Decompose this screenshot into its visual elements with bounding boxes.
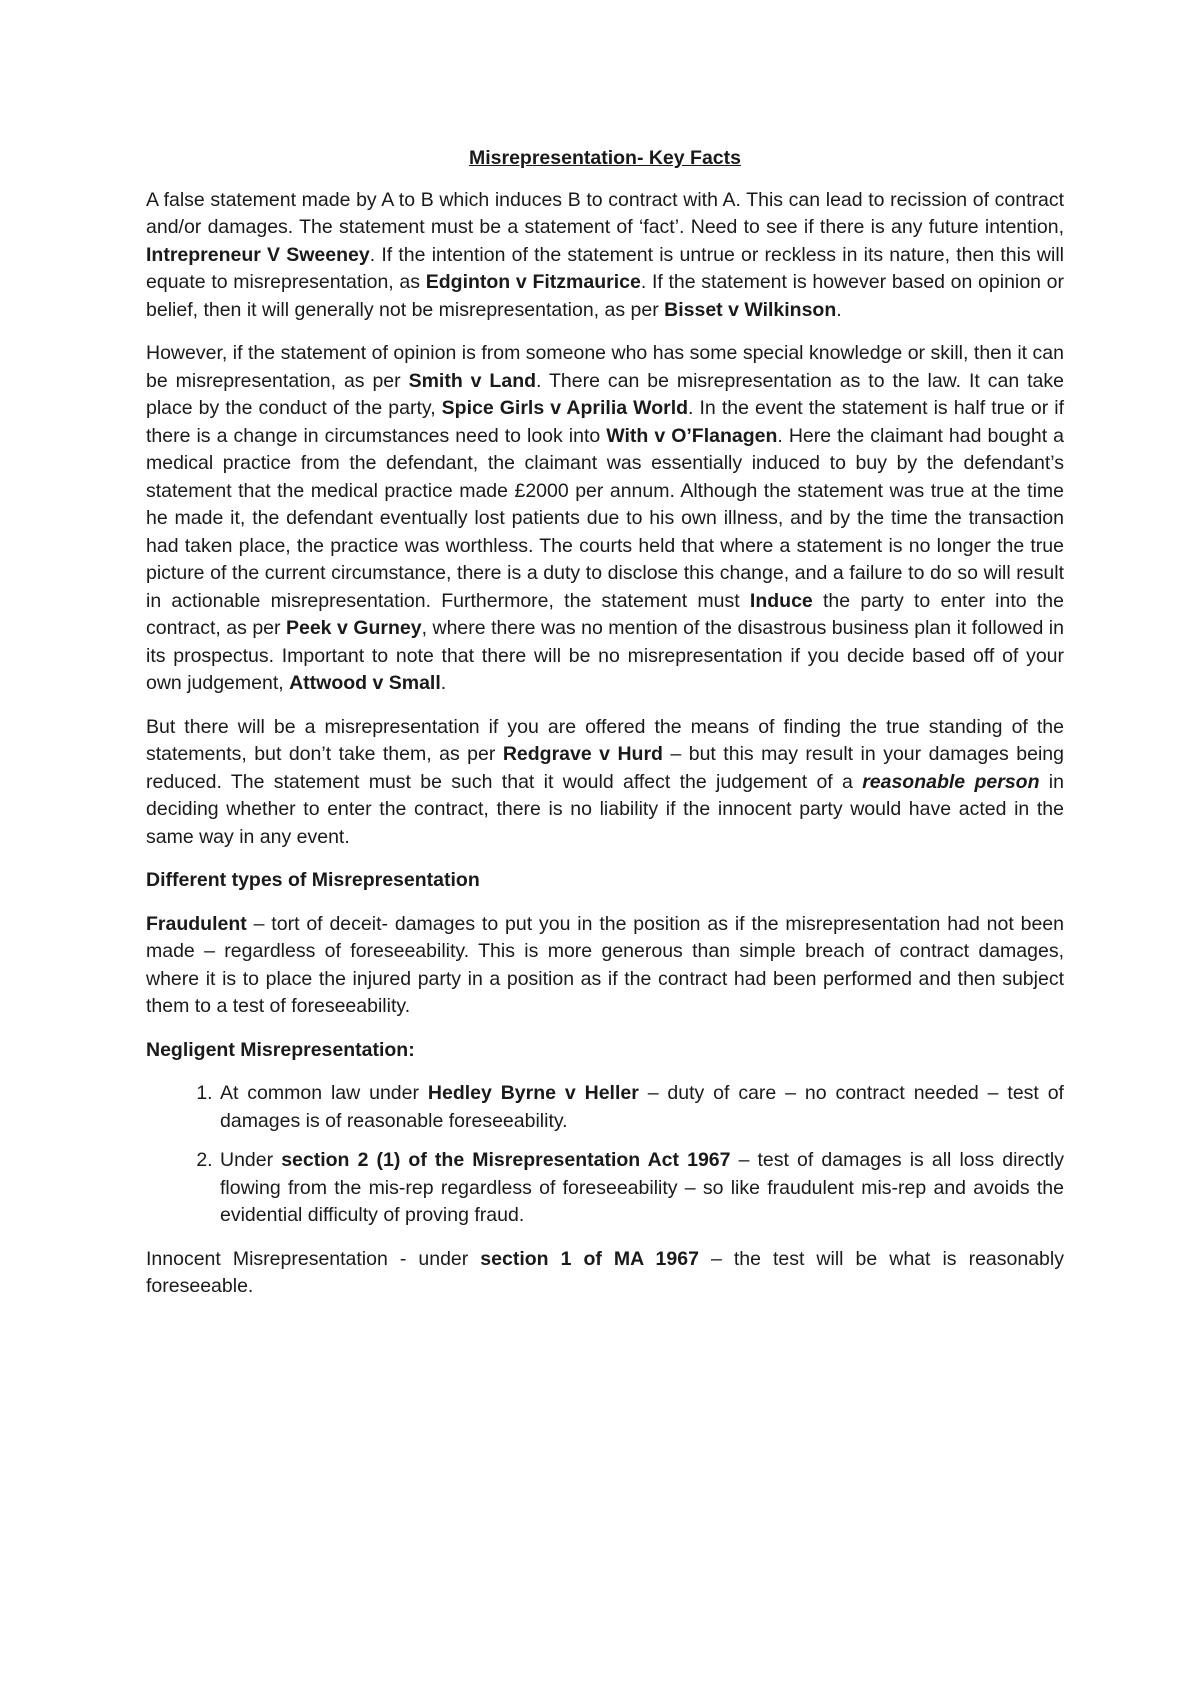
case-name: Edginton v Fitzmaurice <box>425 271 641 293</box>
statute-reference: section 2 (1) of the Misrepresentation Act 1967 <box>281 1149 731 1171</box>
paragraph-definition: A false statement made by A to B which induces B to contract with A. This can lead to recission of contract and/or damages. The statement must be a statement of ‘fact’. Need to see if there is any future intention, Intrepreneur V Sweeney. If the intention of the statement is untrue or reckless in its nature, then this will equate to misrepresentation, as Edginton v Fitzmaurice. If the statement is however based on opinion or belief, then it will generally not be misrepresentation, as per Bisset v Wilkinson. <box>146 188 1064 321</box>
keyword-reasonable-person: reasonable person <box>862 770 1040 793</box>
document-page <box>146 0 1064 1317</box>
paragraph-means: But there will be a misrepresentation if you are offered the means of finding the true standing of the statements, but don’t take them, as per Redgrave v Hurd – but this may result in your damages being reduced. The statement must be such that it would affect the judgement of a reasonable person in deciding whether to enter the contract, there is no liability if the innocent party would have acted in the same way in any event. <box>146 715 1064 848</box>
heading-negligent: Negligent Misrepresentation: <box>146 1038 415 1061</box>
keyword-induce: Induce <box>749 589 813 612</box>
heading-types: Different types of Misrepresentation <box>146 869 480 891</box>
case-name: Redgrave v Hurd <box>502 743 663 765</box>
negligent-list <box>146 1080 1064 1230</box>
case-name: Peek v Gurney <box>285 617 422 639</box>
paragraph-opinion: However, if the statement of opinion is from someone who has some special knowledge or skill, then it can be misrepresentation, as per Smith v Land. There can be misrepresentation as to the law. It can take place by the conduct of the party, Spice Girls v Aprilia World. In the event the statement is half true or if there is a change in circumstances need to look into With v O’Flanagen. Here the claimant had bought a medical practice from the defendant, the claimant was essentially induced to buy by the defendant’s statement that the medical practice made £2000 per annum. Although the statement was true at the time he made it, the defendant eventually lost patients due to his own illness, and by the time the transaction had taken place, the practice was worthless. The courts held that where a statement is no longer the true picture of the current circumstance, there is a duty to disclose this change, and a failure to do so will result in actionable misrepresentation. Furthermore, the statement must Induce the party to enter into the contract, as per Peek v Gurney, where there was no mention of the disastrous business plan it followed in its prospectus. Important to note that there will be no misrepresentation if you decide based off of your own judgement, Attwood v Small. <box>146 342 1064 694</box>
keyword-fraudulent: Fraudulent <box>146 912 247 935</box>
case-name: Attwood v Small <box>289 672 441 694</box>
case-name: Hedley Byrne v Heller <box>427 1082 639 1104</box>
statute-reference: section 1 of MA 1967 <box>480 1247 699 1270</box>
case-name: With v O’Flanagen <box>606 424 778 447</box>
case-name: Intrepreneur V Sweeney <box>146 243 370 266</box>
paragraph-fraudulent: Fraudulent – tort of deceit- damages to put you in the position as if the misrepresentation had not been made – regardless of foreseeability. This is more generous than simple breach of contract damages, where it is to place the injured party in a position as if the contract had been performed and then subject them to a test of foreseeability. <box>146 912 1064 1017</box>
list-item: 2. Under section 2 (1) of the Misrepresentation Act 1967 – test of damages is all loss directly flowing from the mis-rep regardless of foreseeability – so like fraudulent mis-rep and avoids the evidential difficulty of proving fraud. <box>218 1147 1064 1230</box>
document-title: Misrepresentation- Key Facts <box>468 147 741 169</box>
case-name: Spice Girls v Aprilia World <box>441 397 689 419</box>
list-item: 1. At common law under Hedley Byrne v Heller – duty of care – no contract needed – test of damages is of reasonable foreseeability. <box>218 1080 1064 1135</box>
paragraph-innocent: Innocent Misrepresentation - under section 1 of MA 1967 – the test will be what is reasonably foreseeable. <box>146 1247 1064 1297</box>
case-name: Bisset v Wilkinson <box>664 298 837 321</box>
case-name: Smith v Land <box>408 369 537 392</box>
